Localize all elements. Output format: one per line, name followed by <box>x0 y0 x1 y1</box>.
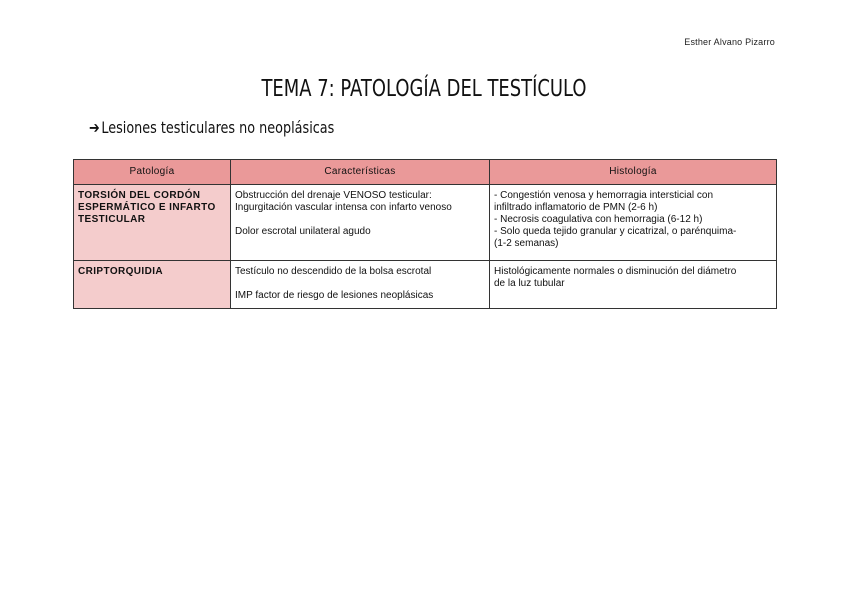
section-heading <box>89 118 334 137</box>
histology-line: Histológicamente normales o disminución del diámetro <box>494 266 737 277</box>
author-name: Esther Alvano Pizarro <box>684 37 775 47</box>
histology-cell <box>490 185 777 261</box>
pathology-name-line: TORSIÓN DEL CORDÓN <box>78 190 201 201</box>
header-caracteristicas: Características <box>231 160 490 185</box>
histology-line: de la luz tubular <box>494 278 565 289</box>
pathology-name-cell: CRIPTORQUIDIA <box>74 261 231 309</box>
table-header-row <box>74 160 777 185</box>
feature-line: Dolor escrotal unilateral agudo <box>235 226 371 237</box>
feature-line: Obstrucción del drenaje VENOSO testicular: <box>235 190 432 201</box>
spacer <box>235 278 485 290</box>
header-patologia: Patología <box>74 160 231 185</box>
histology-line: (1-2 semanas) <box>494 238 559 249</box>
feature-line: Ingurgitación vascular intensa con infarto venoso <box>235 202 452 213</box>
features-cell <box>231 261 490 309</box>
spacer <box>235 214 485 226</box>
pathology-name-cell <box>74 185 231 261</box>
feature-line: Testículo no descendido de la bolsa escrotal <box>235 266 432 277</box>
feature-line: IMP factor de riesgo de lesiones neoplásicas <box>235 290 434 301</box>
features-cell <box>231 185 490 261</box>
histology-line: - Solo queda tejido granular y cicatrizal, o parénquima- <box>494 226 737 237</box>
section-heading-text: Lesiones testiculares no neoplásicas <box>101 118 335 137</box>
histology-line: infiltrado inflamatorio de PMN (2-6 h) <box>494 202 658 213</box>
table-row <box>74 185 777 261</box>
page-title: TEMA 7: PATOLOGÍA DEL TESTÍCULO <box>261 76 587 102</box>
pathology-table <box>73 159 777 309</box>
histology-line: - Necrosis coagulativa con hemorragia (6-12 h) <box>494 214 703 225</box>
pathology-name-line: ESPERMÁTICO E INFARTO <box>78 202 216 213</box>
histology-cell <box>490 261 777 309</box>
header-histologia: Histología <box>490 160 777 185</box>
arrow-icon: ➔ <box>89 118 100 137</box>
pathology-name-line: TESTICULAR <box>78 214 146 225</box>
table-row <box>74 261 777 309</box>
histology-line: - Congestión venosa y hemorragia intersticial con <box>494 190 713 201</box>
